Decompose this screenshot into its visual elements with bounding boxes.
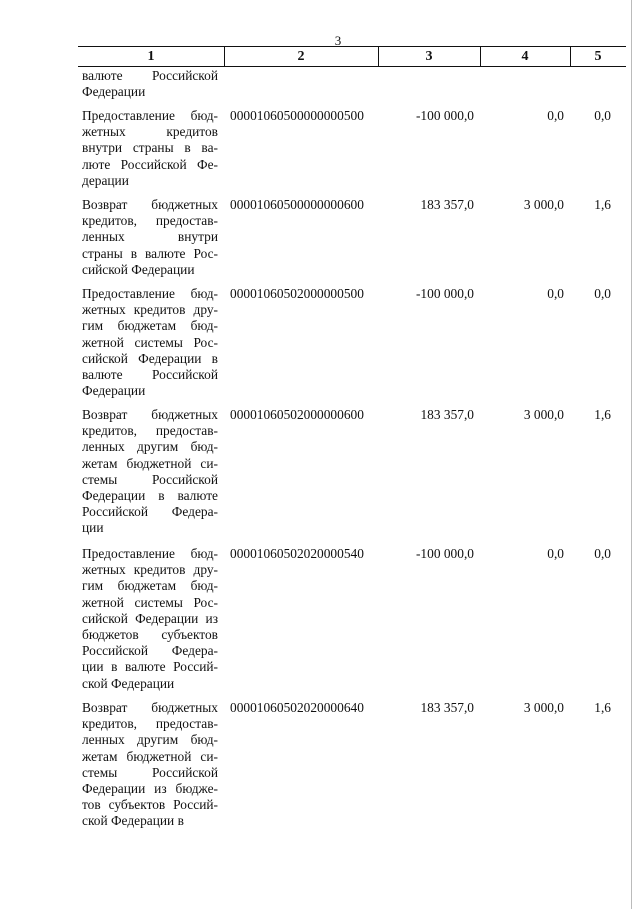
description-line: Предоставление бюд- — [82, 546, 218, 561]
row-description — [82, 546, 218, 692]
description-line: кредитов, предостав- — [82, 716, 218, 732]
description-line: кредитов, предостав- — [82, 423, 218, 439]
row-value-col3: -100 000,0 — [415, 108, 474, 123]
row-code: 00001060502020000640 — [230, 700, 364, 715]
description-line: Предоставление бюд- — [82, 108, 218, 123]
row-value-col4: 0,0 — [547, 546, 564, 561]
row-value-col5: 1,6 — [594, 700, 611, 715]
description-line: жетных кредитов — [82, 124, 218, 140]
description-line: жетных кредитов дру- — [82, 302, 218, 318]
scan-edge — [631, 0, 632, 909]
description-line: бюджетов субъектов — [82, 627, 218, 643]
description-line: сийской Федерации в — [82, 350, 218, 366]
description-line: Российской Федера- — [82, 504, 218, 520]
description-line: жетной системы Рос- — [82, 594, 218, 610]
row-code: 00001060502000000600 — [230, 407, 364, 422]
row-code: 00001060502000000500 — [230, 286, 364, 301]
description-line: Федерации из бюдже- — [82, 781, 218, 797]
table-header-bottom-rule — [78, 66, 626, 67]
description-line: ленных другим бюд- — [82, 439, 218, 455]
row-value-col5: 1,6 — [594, 407, 611, 422]
description-line: Федерации — [82, 84, 146, 100]
description-line: гим бюджетам бюд- — [82, 318, 218, 334]
description-line: сийской Федерации из — [82, 610, 218, 626]
description-line: ленных внутри — [82, 229, 218, 245]
row-value-col4: 0,0 — [547, 108, 564, 123]
row-description — [82, 407, 218, 537]
description-line: внутри страны в ва- — [82, 140, 218, 156]
row-value-col4: 0,0 — [547, 286, 564, 301]
description-line: кредитов, предостав- — [82, 213, 218, 229]
description-line: ции — [82, 520, 104, 536]
description-line: Возврат бюджетных — [82, 407, 218, 422]
description-line: гим бюджетам бюд- — [82, 578, 218, 594]
row-value-col3: -100 000,0 — [415, 546, 474, 561]
description-line: валюте Российской — [82, 367, 218, 383]
row-code: 00001060500000000500 — [230, 108, 364, 123]
header-col-4: 4 — [521, 49, 529, 64]
description-line: ской Федерации — [82, 675, 175, 691]
row-description — [82, 286, 218, 399]
description-line: страны в валюте Рос- — [82, 245, 218, 261]
row-value-col4: 3 000,0 — [523, 197, 564, 212]
description-line: дерации — [82, 172, 129, 188]
row-value-col3: 183 357,0 — [420, 700, 474, 715]
description-line: Предоставление бюд- — [82, 286, 218, 301]
row-description — [82, 197, 218, 278]
description-line: ской Федерации в — [82, 813, 184, 829]
header-col-2: 2 — [297, 49, 305, 64]
row-description — [82, 700, 218, 830]
row-value-col3: 183 357,0 — [420, 407, 474, 422]
row-value-col3: -100 000,0 — [415, 286, 474, 301]
description-line: люте Российской Фе- — [82, 156, 218, 172]
row-description — [82, 108, 218, 189]
row-value-col4: 3 000,0 — [523, 407, 564, 422]
description-line: жетной системы Рос- — [82, 334, 218, 350]
description-line: жетам бюджетной си- — [82, 455, 218, 471]
header-col-1: 1 — [147, 49, 155, 64]
description-line: валюте Российской — [82, 68, 218, 83]
row-code: 00001060502020000540 — [230, 546, 364, 561]
description-line: Возврат бюджетных — [82, 700, 218, 715]
description-line: сийской Федерации — [82, 261, 195, 277]
description-line: Федерации в валюте — [82, 488, 218, 504]
row-code: 00001060500000000600 — [230, 197, 364, 212]
header-col-5: 5 — [594, 49, 602, 64]
row-value-col5: 0,0 — [594, 546, 611, 561]
row-description — [82, 68, 218, 100]
row-value-col3: 183 357,0 — [420, 197, 474, 212]
header-col-3: 3 — [425, 49, 433, 64]
description-line: ленных другим бюд- — [82, 732, 218, 748]
description-line: жетам бюджетной си- — [82, 748, 218, 764]
description-line: Возврат бюджетных — [82, 197, 218, 212]
description-line: Федерации — [82, 383, 146, 399]
row-value-col5: 0,0 — [594, 108, 611, 123]
description-line: стемы Российской — [82, 471, 218, 487]
description-line: ции в валюте Россий- — [82, 659, 218, 675]
description-line: тов субъектов Россий- — [82, 797, 218, 813]
row-value-col4: 3 000,0 — [523, 700, 564, 715]
row-value-col5: 0,0 — [594, 286, 611, 301]
description-line: Российской Федера- — [82, 643, 218, 659]
row-value-col5: 1,6 — [594, 197, 611, 212]
description-line: жетных кредитов дру- — [82, 562, 218, 578]
description-line: стемы Российской — [82, 764, 218, 780]
page-number: 3 — [334, 33, 342, 48]
